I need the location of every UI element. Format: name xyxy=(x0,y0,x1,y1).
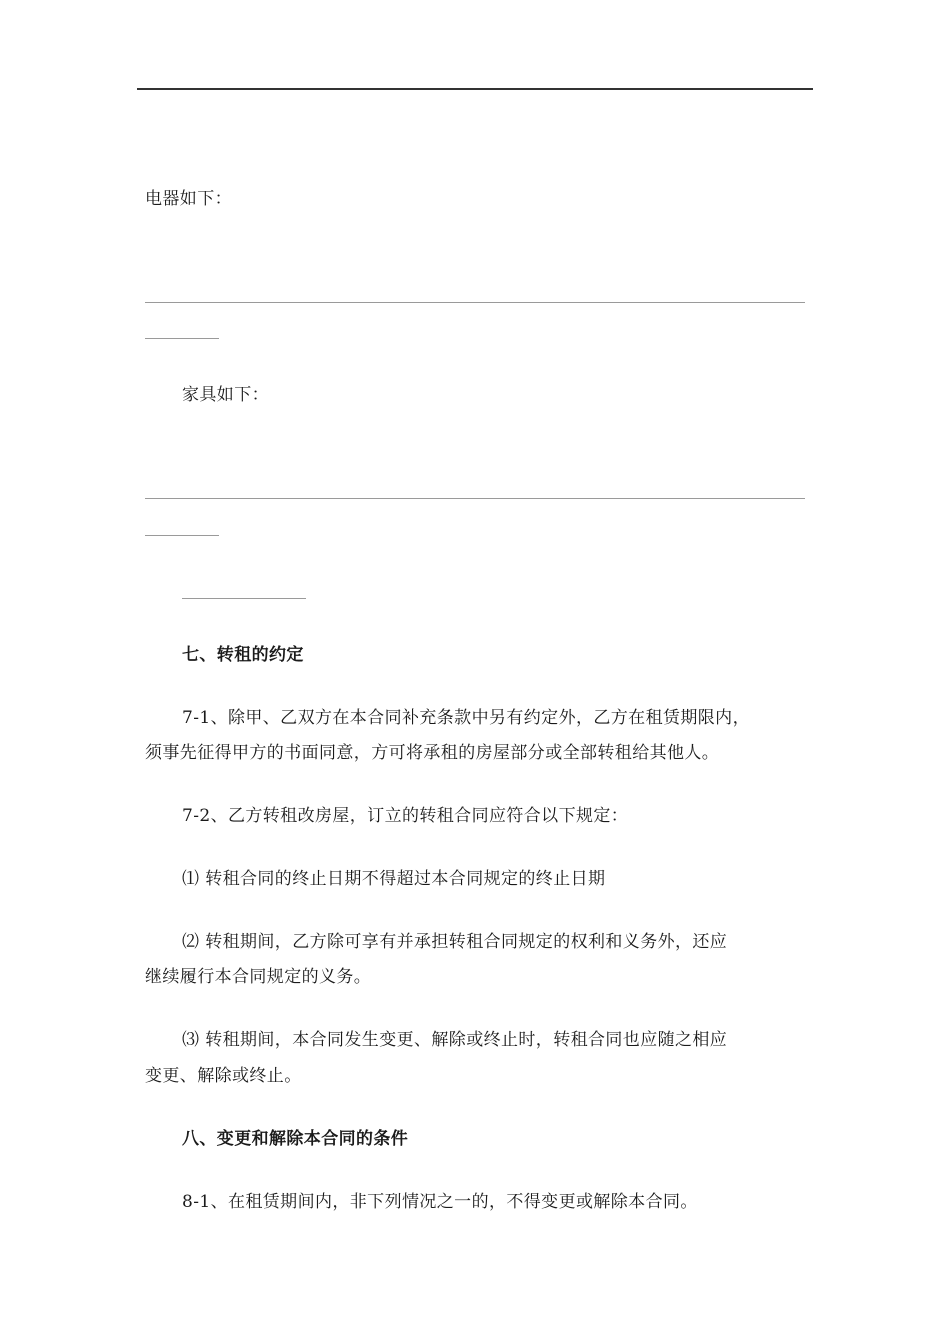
appliances-fill-line xyxy=(145,302,805,303)
clause-7-1-line-1: 7-1、除甲、乙双方在本合同补充条款中另有约定外，乙方在租赁期限内， xyxy=(182,708,750,728)
clause-8-1: 8-1、在租赁期间内，非下列情况之一的，不得变更或解除本合同。 xyxy=(182,1192,698,1212)
clause-7-1-line-2: 须事先征得甲方的书面同意，方可将承租的房屋部分或全部转租给其他人。 xyxy=(145,743,720,763)
clause-7-2-item-3-line-2: 变更、解除或终止。 xyxy=(145,1066,302,1086)
clause-7-2-item-2-line-2: 继续履行本合同规定的义务。 xyxy=(145,967,372,987)
furniture-label: 家具如下： xyxy=(182,385,269,405)
clause-7-2-item-1: ⑴ 转租合同的终止日期不得超过本合同规定的终止日期 xyxy=(182,869,606,889)
furniture-fill-line-cont xyxy=(145,535,219,536)
clause-7-2-item-3-line-1: ⑶ 转租期间，本合同发生变更、解除或终止时，转租合同也应随之相应 xyxy=(182,1030,728,1050)
header-rule xyxy=(137,88,813,90)
blank-fill-line xyxy=(182,598,306,599)
appliances-fill-line-cont xyxy=(145,338,219,339)
furniture-fill-line xyxy=(145,498,805,499)
appliances-label: 电器如下： xyxy=(145,189,232,209)
section-7-heading: 七、转租的约定 xyxy=(182,645,304,665)
clause-7-2: 7-2、乙方转租改房屋，订立的转租合同应符合以下规定： xyxy=(182,806,629,826)
section-8-heading: 八、变更和解除本合同的条件 xyxy=(182,1129,409,1149)
clause-7-2-item-2-line-1: ⑵ 转租期间，乙方除可享有并承担转租合同规定的权利和义务外，还应 xyxy=(182,932,728,952)
